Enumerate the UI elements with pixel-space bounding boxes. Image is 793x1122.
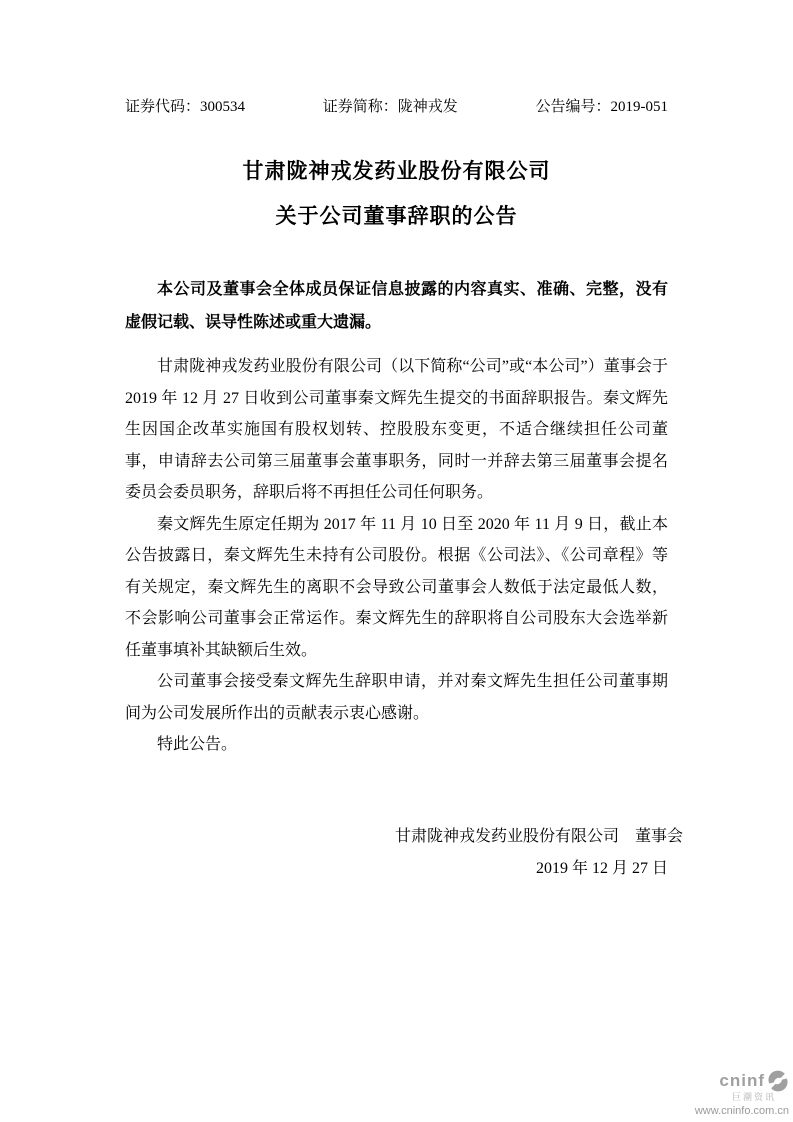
announcement-number: 公告编号：2019-051	[535, 99, 668, 115]
closing-statement: 特此公告。	[157, 736, 238, 753]
disclaimer-statement: 本公司及董事会全体成员保证信息披露的内容真实、准确、完整，没有虚假记载、误导性陈述或重大遗漏。	[125, 281, 668, 331]
cninfo-logo	[695, 1070, 789, 1117]
body-paragraph: 公司董事会接受秦文辉先生辞职申请，并对秦文辉先生担任公司董事期间为公司发展所作出的贡献表示衷心感谢。	[125, 673, 668, 722]
company-title: 甘肃陇神戎发药业股份有限公司	[242, 160, 551, 183]
cninfo-url: www.cninfo.com.cn	[694, 1104, 789, 1117]
body-paragraph: 甘肃陇神戎发药业股份有限公司（以下简称“公司”或“本公司”）董事会于 2019 年 12 月 27 日收到公司董事秦文辉先生提交的书面辞职报告。秦文辉先生因国企改革实施国有股权划转、控股股东变更，不适合继续担任公司董事，申请辞去公司第三届董事会董事职务，同时一并辞去第三届董事会提名委员会委员职务，辞职后将不再担任公司任何职务。	[125, 358, 668, 501]
stock-code: 证券代码：300534	[125, 99, 246, 115]
announcement-title: 关于公司董事辞职的公告	[275, 205, 518, 228]
cninfo-brand-cn: 巨潮资讯	[731, 1092, 776, 1103]
cninfo-swirl-icon	[767, 1070, 789, 1092]
signature-company: 甘肃陇神戎发药业股份有限公司 董事会	[394, 827, 683, 845]
signature-date: 2019 年 12 月 27 日	[535, 859, 668, 877]
signature-block	[125, 821, 683, 885]
cninfo-logo-top	[695, 1070, 789, 1092]
body-paragraph: 秦文辉先生原定任期为 2017 年 11 月 10 日至 2020 年 11 月 9 日，截止本公告披露日，秦文辉先生未持有公司股份。根据《公司法》、《公司章程》等有关规定，秦文辉先生的离职不会导致公司董事会人数低于法定最低人数，不会影响公司董事会正常运作。秦文辉先生的辞职将自公司股东大会选举新任董事填补其缺额后生效。	[125, 515, 668, 659]
doc-header	[125, 97, 668, 117]
stock-name: 证券简称：陇神戎发	[322, 99, 458, 115]
cninfo-logo-text: cninf	[719, 1070, 765, 1090]
announcement-body	[125, 351, 668, 761]
